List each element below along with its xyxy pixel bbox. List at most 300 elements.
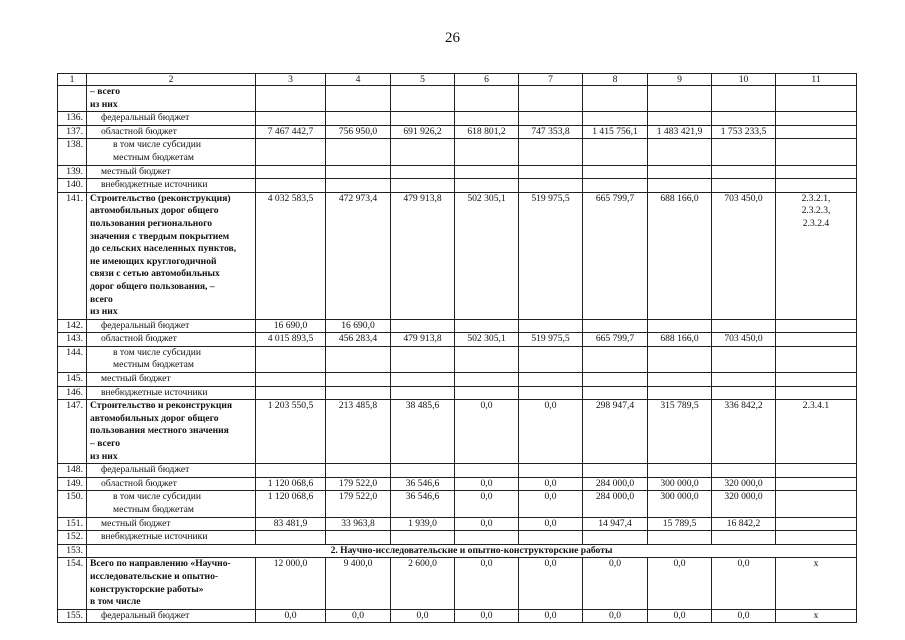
table-row bbox=[58, 333, 857, 347]
row-label bbox=[87, 165, 256, 179]
row-label-line: в том числе bbox=[90, 596, 141, 608]
value-cell bbox=[455, 112, 519, 126]
row-label-line: в том числе субсидии bbox=[113, 346, 201, 358]
row-number: 152. bbox=[58, 531, 87, 545]
value-cell: 83 481,9 bbox=[256, 517, 326, 531]
value-cell bbox=[326, 531, 391, 545]
value-cell bbox=[326, 346, 391, 372]
row-label-line: местный бюджет bbox=[101, 165, 171, 177]
reference-cell bbox=[776, 477, 857, 491]
value-cell: 16 842,2 bbox=[712, 517, 776, 531]
row-label-line: – всего bbox=[90, 438, 121, 450]
row-label bbox=[87, 333, 256, 347]
value-cell bbox=[455, 464, 519, 478]
row-label-line: местным бюджетам bbox=[113, 504, 194, 515]
row-label-line: связи с сетью автомобильных bbox=[90, 268, 220, 280]
value-cell bbox=[256, 386, 326, 400]
row-label-line: из них bbox=[90, 306, 118, 318]
value-cell bbox=[455, 139, 519, 165]
value-cell: 298 947,4 bbox=[583, 400, 648, 464]
value-cell bbox=[326, 165, 391, 179]
value-cell: 336 842,2 bbox=[712, 400, 776, 464]
reference-cell bbox=[776, 517, 857, 531]
value-cell bbox=[519, 346, 583, 372]
value-cell bbox=[391, 346, 455, 372]
row-number: 138. bbox=[58, 139, 87, 165]
row-label bbox=[87, 112, 256, 126]
row-label-line: федеральный бюджет bbox=[101, 609, 190, 621]
value-cell: 315 789,5 bbox=[648, 400, 712, 464]
reference-cell bbox=[776, 373, 857, 387]
row-number: 145. bbox=[58, 373, 87, 387]
row-label bbox=[87, 491, 256, 517]
table-row bbox=[58, 86, 857, 112]
value-cell bbox=[326, 112, 391, 126]
row-label bbox=[87, 373, 256, 387]
row-label bbox=[87, 139, 256, 165]
value-cell bbox=[256, 139, 326, 165]
reference-cell bbox=[776, 346, 857, 372]
value-cell bbox=[455, 165, 519, 179]
value-cell bbox=[391, 112, 455, 126]
value-cell bbox=[326, 386, 391, 400]
table-row bbox=[58, 544, 857, 558]
value-cell: 502 305,1 bbox=[455, 192, 519, 319]
reference-cell bbox=[776, 179, 857, 193]
value-cell bbox=[648, 139, 712, 165]
row-label-line: внебюджетные источники bbox=[101, 179, 208, 191]
value-cell bbox=[519, 464, 583, 478]
reference-cell bbox=[776, 192, 857, 319]
value-cell bbox=[712, 531, 776, 545]
row-label bbox=[87, 125, 256, 139]
row-number: 155. bbox=[58, 609, 87, 623]
value-cell: 12 000,0 bbox=[256, 558, 326, 609]
column-header: 8 bbox=[583, 74, 648, 86]
value-cell: 688 166,0 bbox=[648, 192, 712, 319]
column-header: 10 bbox=[712, 74, 776, 86]
row-label-line: внебюджетные источники bbox=[101, 386, 208, 398]
value-cell bbox=[455, 531, 519, 545]
row-number: 153. bbox=[58, 544, 87, 558]
value-cell: 618 801,2 bbox=[455, 125, 519, 139]
value-cell: 703 450,0 bbox=[712, 192, 776, 319]
value-cell bbox=[712, 319, 776, 333]
value-cell bbox=[256, 346, 326, 372]
value-cell: 7 467 442,7 bbox=[256, 125, 326, 139]
value-cell: 1 203 550,5 bbox=[256, 400, 326, 464]
table-row bbox=[58, 517, 857, 531]
value-cell: 0,0 bbox=[326, 609, 391, 623]
value-cell: 320 000,0 bbox=[712, 491, 776, 517]
value-cell bbox=[648, 373, 712, 387]
reference-line: 2.3.2.1, bbox=[801, 192, 831, 204]
row-label-line: автомобильных дорог общего bbox=[90, 412, 219, 424]
row-number: 137. bbox=[58, 125, 87, 139]
value-cell bbox=[648, 386, 712, 400]
budget-table bbox=[57, 73, 857, 623]
row-label bbox=[87, 179, 256, 193]
value-cell bbox=[648, 531, 712, 545]
value-cell: 9 400,0 bbox=[326, 558, 391, 609]
reference-line: х bbox=[813, 609, 819, 621]
reference-cell bbox=[776, 125, 857, 139]
value-cell bbox=[256, 112, 326, 126]
row-label-line: областной бюджет bbox=[101, 333, 177, 345]
table-row bbox=[58, 165, 857, 179]
row-label-line: местный бюджет bbox=[101, 373, 171, 385]
value-cell: 36 546,6 bbox=[391, 491, 455, 517]
value-cell bbox=[326, 373, 391, 387]
value-cell bbox=[712, 112, 776, 126]
table-row bbox=[58, 192, 857, 319]
reference-cell bbox=[776, 333, 857, 347]
column-header: 3 bbox=[256, 74, 326, 86]
row-label-line: внебюджетные источники bbox=[101, 531, 208, 543]
value-cell: 16 690,0 bbox=[256, 319, 326, 333]
value-cell bbox=[519, 86, 583, 112]
value-cell bbox=[712, 86, 776, 112]
row-number: 146. bbox=[58, 386, 87, 400]
value-cell bbox=[326, 86, 391, 112]
row-label-line: дорог общего пользования, – bbox=[90, 280, 215, 292]
row-number bbox=[58, 86, 87, 112]
value-cell bbox=[583, 179, 648, 193]
row-label-line: автомобильных дорог общего bbox=[90, 205, 219, 217]
row-label-line: до сельских населенных пунктов, bbox=[90, 243, 237, 255]
value-cell: 33 963,8 bbox=[326, 517, 391, 531]
value-cell bbox=[648, 319, 712, 333]
row-label-line: областной бюджет bbox=[101, 125, 177, 137]
value-cell: 0,0 bbox=[455, 477, 519, 491]
value-cell bbox=[712, 179, 776, 193]
value-cell: 0,0 bbox=[391, 609, 455, 623]
reference-cell bbox=[776, 165, 857, 179]
value-cell: 0,0 bbox=[648, 558, 712, 609]
value-cell: 691 926,2 bbox=[391, 125, 455, 139]
value-cell bbox=[583, 346, 648, 372]
reference-cell bbox=[776, 531, 857, 545]
value-cell: 4 032 583,5 bbox=[256, 192, 326, 319]
value-cell bbox=[648, 112, 712, 126]
row-label-line: из них bbox=[90, 98, 118, 110]
row-number: 142. bbox=[58, 319, 87, 333]
value-cell bbox=[648, 165, 712, 179]
value-cell bbox=[256, 373, 326, 387]
reference-line: 2.3.2.4 bbox=[802, 217, 830, 229]
value-cell: 0,0 bbox=[712, 558, 776, 609]
row-label bbox=[87, 477, 256, 491]
value-cell: 502 305,1 bbox=[455, 333, 519, 347]
table-row bbox=[58, 491, 857, 517]
value-cell bbox=[583, 86, 648, 112]
value-cell: 0,0 bbox=[648, 609, 712, 623]
row-number: 148. bbox=[58, 464, 87, 478]
value-cell: 0,0 bbox=[519, 477, 583, 491]
reference-line: 2.3.4.1 bbox=[802, 400, 830, 412]
value-cell bbox=[455, 386, 519, 400]
value-cell: 300 000,0 bbox=[648, 477, 712, 491]
value-cell bbox=[648, 86, 712, 112]
value-cell bbox=[391, 373, 455, 387]
value-cell: 519 975,5 bbox=[519, 333, 583, 347]
value-cell bbox=[712, 464, 776, 478]
value-cell bbox=[391, 464, 455, 478]
value-cell: 1 120 068,6 bbox=[256, 477, 326, 491]
value-cell bbox=[326, 179, 391, 193]
row-label-line: местным бюджетам bbox=[113, 151, 194, 163]
value-cell bbox=[519, 112, 583, 126]
reference-cell bbox=[776, 86, 857, 112]
table-row bbox=[58, 477, 857, 491]
value-cell bbox=[256, 86, 326, 112]
row-label-line: Строительство и реконструкция bbox=[90, 400, 233, 412]
value-cell bbox=[583, 531, 648, 545]
value-cell bbox=[583, 112, 648, 126]
value-cell: 0,0 bbox=[583, 609, 648, 623]
row-label-line: местным бюджетам bbox=[113, 359, 194, 371]
value-cell: 0,0 bbox=[712, 609, 776, 623]
table-row bbox=[58, 346, 857, 372]
value-cell: 284 000,0 bbox=[583, 477, 648, 491]
row-label-line: пользования регионального bbox=[90, 217, 213, 229]
value-cell bbox=[519, 386, 583, 400]
value-cell bbox=[648, 346, 712, 372]
reference-cell bbox=[776, 558, 857, 609]
value-cell: 15 789,5 bbox=[648, 517, 712, 531]
row-label-line: местный бюджет bbox=[101, 517, 171, 529]
table-row bbox=[58, 139, 857, 165]
table-row bbox=[58, 609, 857, 623]
value-cell: 747 353,8 bbox=[519, 125, 583, 139]
row-label bbox=[87, 346, 256, 372]
row-label-line: исследовательские и опытно- bbox=[90, 570, 219, 582]
value-cell bbox=[519, 531, 583, 545]
column-number-row bbox=[58, 74, 857, 86]
reference-cell bbox=[776, 491, 857, 517]
row-number: 147. bbox=[58, 400, 87, 464]
value-cell bbox=[712, 373, 776, 387]
value-cell bbox=[455, 346, 519, 372]
row-label-line: в том числе субсидии bbox=[113, 139, 201, 151]
value-cell: 1 120 068,6 bbox=[256, 491, 326, 517]
row-label bbox=[87, 400, 256, 464]
value-cell: 0,0 bbox=[519, 609, 583, 623]
value-cell: 213 485,8 bbox=[326, 400, 391, 464]
value-cell: 0,0 bbox=[455, 558, 519, 609]
reference-cell bbox=[776, 319, 857, 333]
row-label bbox=[87, 192, 256, 319]
value-cell: 0,0 bbox=[455, 400, 519, 464]
value-cell bbox=[391, 386, 455, 400]
row-label-line: не имеющих круглогодичной bbox=[90, 255, 217, 267]
value-cell: 456 283,4 bbox=[326, 333, 391, 347]
value-cell: 16 690,0 bbox=[326, 319, 391, 333]
column-header: 11 bbox=[776, 74, 857, 86]
value-cell: 703 450,0 bbox=[712, 333, 776, 347]
value-cell bbox=[583, 139, 648, 165]
value-cell: 300 000,0 bbox=[648, 491, 712, 517]
row-label bbox=[87, 517, 256, 531]
value-cell: 756 950,0 bbox=[326, 125, 391, 139]
value-cell bbox=[519, 139, 583, 165]
value-cell bbox=[519, 319, 583, 333]
row-label-line: областной бюджет bbox=[101, 477, 177, 489]
value-cell: 14 947,4 bbox=[583, 517, 648, 531]
value-cell: 0,0 bbox=[455, 491, 519, 517]
value-cell: 665 799,7 bbox=[583, 333, 648, 347]
value-cell bbox=[712, 386, 776, 400]
row-number: 143. bbox=[58, 333, 87, 347]
reference-cell bbox=[776, 386, 857, 400]
row-label-line: всего bbox=[90, 293, 113, 305]
value-cell bbox=[391, 165, 455, 179]
row-label bbox=[87, 386, 256, 400]
column-header: 5 bbox=[391, 74, 455, 86]
row-number: 154. bbox=[58, 558, 87, 609]
value-cell: 0,0 bbox=[519, 558, 583, 609]
table-row bbox=[58, 319, 857, 333]
value-cell bbox=[391, 179, 455, 193]
page-number: 26 bbox=[445, 30, 460, 46]
row-number: 144. bbox=[58, 346, 87, 372]
value-cell bbox=[583, 373, 648, 387]
row-label-line: конструкторские работы» bbox=[90, 583, 204, 595]
row-number: 139. bbox=[58, 165, 87, 179]
value-cell: 0,0 bbox=[519, 491, 583, 517]
value-cell bbox=[583, 464, 648, 478]
value-cell: 179 522,0 bbox=[326, 477, 391, 491]
value-cell: 38 485,6 bbox=[391, 400, 455, 464]
row-label bbox=[87, 558, 256, 609]
reference-line: х bbox=[813, 558, 819, 570]
value-cell: 320 000,0 bbox=[712, 477, 776, 491]
value-cell bbox=[712, 165, 776, 179]
table-row bbox=[58, 464, 857, 478]
value-cell bbox=[256, 531, 326, 545]
row-label-line: из них bbox=[90, 450, 118, 462]
value-cell: 0,0 bbox=[256, 609, 326, 623]
value-cell bbox=[391, 86, 455, 112]
row-number: 140. bbox=[58, 179, 87, 193]
reference-cell bbox=[776, 609, 857, 623]
value-cell bbox=[583, 165, 648, 179]
value-cell: 4 015 893,5 bbox=[256, 333, 326, 347]
value-cell bbox=[455, 86, 519, 112]
value-cell: 36 546,6 bbox=[391, 477, 455, 491]
table-row bbox=[58, 112, 857, 126]
value-cell bbox=[648, 179, 712, 193]
row-number: 151. bbox=[58, 517, 87, 531]
row-label-line: федеральный бюджет bbox=[101, 319, 190, 331]
value-cell: 1 483 421,9 bbox=[648, 125, 712, 139]
value-cell bbox=[712, 139, 776, 165]
section-heading: 2. Научно-исследовательские и опытно-конструкторские работы bbox=[87, 544, 857, 558]
row-label-line: Всего по направлению «Научно- bbox=[90, 558, 231, 570]
reference-cell bbox=[776, 139, 857, 165]
value-cell bbox=[455, 373, 519, 387]
reference-cell bbox=[776, 400, 857, 464]
table-row bbox=[58, 179, 857, 193]
value-cell bbox=[326, 464, 391, 478]
row-label-line: в том числе субсидии bbox=[113, 491, 201, 503]
value-cell bbox=[256, 179, 326, 193]
value-cell: 0,0 bbox=[455, 517, 519, 531]
row-label bbox=[87, 86, 256, 112]
value-cell bbox=[455, 319, 519, 333]
value-cell bbox=[519, 165, 583, 179]
value-cell bbox=[256, 464, 326, 478]
row-label-line: пользования местного значения bbox=[90, 425, 229, 437]
value-cell: 0,0 bbox=[455, 609, 519, 623]
value-cell: 179 522,0 bbox=[326, 491, 391, 517]
value-cell: 1 939,0 bbox=[391, 517, 455, 531]
reference-cell bbox=[776, 464, 857, 478]
row-label bbox=[87, 464, 256, 478]
table-row bbox=[58, 373, 857, 387]
value-cell: 284 000,0 bbox=[583, 491, 648, 517]
row-number: 150. bbox=[58, 491, 87, 517]
value-cell: 519 975,5 bbox=[519, 192, 583, 319]
row-label-line: федеральный бюджет bbox=[101, 112, 190, 124]
value-cell bbox=[256, 165, 326, 179]
value-cell: 0,0 bbox=[583, 558, 648, 609]
value-cell: 472 973,4 bbox=[326, 192, 391, 319]
column-header: 6 bbox=[455, 74, 519, 86]
value-cell: 665 799,7 bbox=[583, 192, 648, 319]
value-cell bbox=[455, 179, 519, 193]
table-row bbox=[58, 386, 857, 400]
value-cell bbox=[391, 319, 455, 333]
value-cell bbox=[648, 464, 712, 478]
column-header: 9 bbox=[648, 74, 712, 86]
value-cell: 2 600,0 bbox=[391, 558, 455, 609]
value-cell bbox=[583, 386, 648, 400]
value-cell: 688 166,0 bbox=[648, 333, 712, 347]
row-label-line: федеральный бюджет bbox=[101, 464, 190, 476]
reference-line: 2.3.2.3, bbox=[801, 205, 831, 217]
row-number: 149. bbox=[58, 477, 87, 491]
value-cell bbox=[391, 531, 455, 545]
column-header: 7 bbox=[519, 74, 583, 86]
table-row bbox=[58, 531, 857, 545]
value-cell bbox=[519, 179, 583, 193]
row-number: 141. bbox=[58, 192, 87, 319]
value-cell bbox=[391, 139, 455, 165]
value-cell bbox=[712, 346, 776, 372]
row-number: 136. bbox=[58, 112, 87, 126]
value-cell: 479 913,8 bbox=[391, 333, 455, 347]
table-row bbox=[58, 125, 857, 139]
column-header: 4 bbox=[326, 74, 391, 86]
reference-cell bbox=[776, 112, 857, 126]
row-label bbox=[87, 609, 256, 623]
value-cell: 479 913,8 bbox=[391, 192, 455, 319]
table-row bbox=[58, 400, 857, 464]
value-cell bbox=[519, 373, 583, 387]
value-cell: 0,0 bbox=[519, 400, 583, 464]
value-cell bbox=[326, 139, 391, 165]
value-cell bbox=[583, 319, 648, 333]
table-row bbox=[58, 558, 857, 609]
row-label-line: – всего bbox=[90, 86, 121, 97]
value-cell: 1 415 756,1 bbox=[583, 125, 648, 139]
column-header: 2 bbox=[87, 74, 256, 86]
value-cell: 0,0 bbox=[519, 517, 583, 531]
row-label-line: значения с твердым покрытием bbox=[90, 230, 230, 242]
row-label-line: Строительство (реконструкция) bbox=[90, 192, 231, 204]
row-label bbox=[87, 531, 256, 545]
